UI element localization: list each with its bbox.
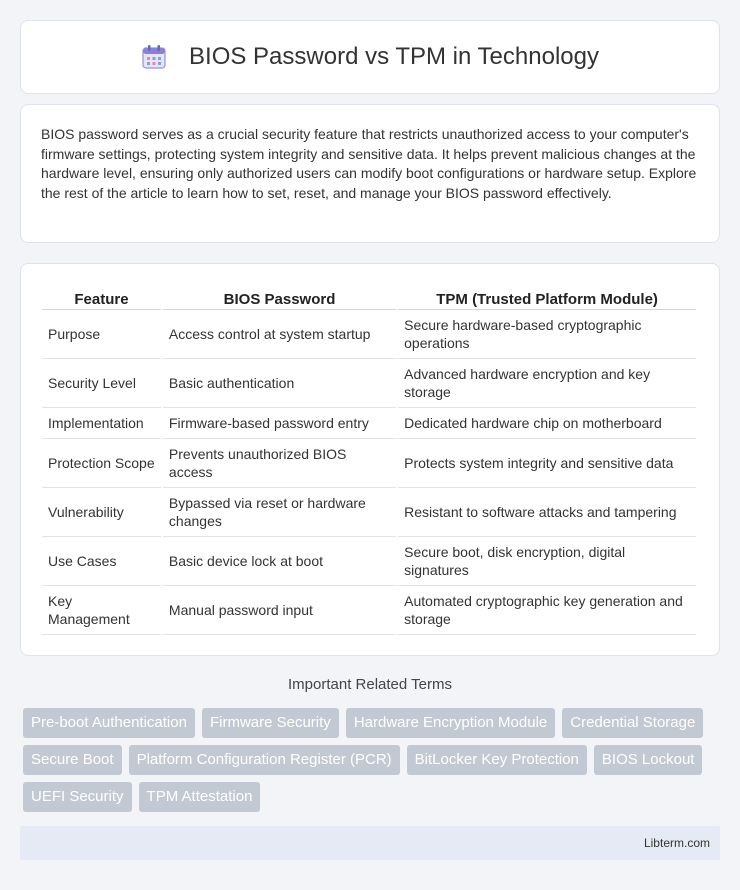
related-term-tag[interactable]: BitLocker Key Protection (407, 745, 587, 775)
table-cell: Access control at system startup (163, 310, 396, 359)
comparison-table (40, 284, 698, 635)
table-cell: Basic device lock at boot (163, 537, 396, 586)
calendar-icon (141, 44, 167, 70)
related-term-tag[interactable]: UEFI Security (23, 782, 132, 812)
table-cell: Purpose (42, 310, 161, 359)
intro-text: BIOS password serves as a crucial security feature that restricts unauthorized access to your computer's firmware settings, protecting system integrity and sensitive data. It helps prevent malicious changes at the hardware level, ensuring only authorized users can modify boot configurations or hardware setup. Explore the rest of the article to learn how to set, reset, and manage your BIOS password effectively. (41, 126, 697, 201)
table-row (42, 359, 696, 408)
table-cell: Resistant to software attacks and tampering (398, 488, 696, 537)
header-card (20, 20, 720, 94)
page-title: BIOS Password vs TPM in Technology (189, 43, 599, 70)
table-cell: Automated cryptographic key generation and storage (398, 586, 696, 635)
table-cell: Bypassed via reset or hardware changes (163, 488, 396, 537)
table-row (42, 586, 696, 635)
related-term-tag[interactable]: Platform Configuration Register (PCR) (129, 745, 400, 775)
related-term-tag[interactable]: TPM Attestation (139, 782, 261, 812)
comparison-table-card (20, 263, 720, 656)
table-row (42, 488, 696, 537)
intro-card (20, 104, 720, 243)
column-header-feature: Feature (42, 284, 161, 310)
table-cell: Manual password input (163, 586, 396, 635)
related-term-tag[interactable]: Pre-boot Authentication (23, 708, 195, 738)
table-row (42, 310, 696, 359)
table-row (42, 408, 696, 439)
table-header-row (42, 284, 696, 310)
table-cell: Basic authentication (163, 359, 396, 408)
table-row (42, 537, 696, 586)
related-term-tag[interactable]: BIOS Lockout (594, 745, 703, 775)
related-terms-list (23, 708, 723, 819)
table-cell: Prevents unauthorized BIOS access (163, 439, 396, 488)
table-cell: Firmware-based password entry (163, 408, 396, 439)
related-term-tag[interactable]: Credential Storage (562, 708, 703, 738)
footer-site-link[interactable]: Libterm.com (643, 836, 710, 850)
table-cell: Vulnerability (42, 488, 161, 537)
table-cell: Key Management (42, 586, 161, 635)
column-header-bios-password: BIOS Password (163, 284, 396, 310)
table-row (42, 439, 696, 488)
table-cell: Advanced hardware encryption and key storage (398, 359, 696, 408)
footer (20, 826, 720, 860)
column-header-tpm: TPM (Trusted Platform Module) (398, 284, 696, 310)
table-cell: Secure boot, disk encryption, digital signatures (398, 537, 696, 586)
table-cell: Security Level (42, 359, 161, 408)
related-terms-heading: Important Related Terms (288, 676, 452, 693)
table-cell: Protects system integrity and sensitive data (398, 439, 696, 488)
related-term-tag[interactable]: Hardware Encryption Module (346, 708, 555, 738)
table-cell: Use Cases (42, 537, 161, 586)
related-term-tag[interactable]: Secure Boot (23, 745, 122, 775)
table-cell: Secure hardware-based cryptographic operations (398, 310, 696, 359)
table-cell: Dedicated hardware chip on motherboard (398, 408, 696, 439)
table-cell: Implementation (42, 408, 161, 439)
table-cell: Protection Scope (42, 439, 161, 488)
related-term-tag[interactable]: Firmware Security (202, 708, 339, 738)
